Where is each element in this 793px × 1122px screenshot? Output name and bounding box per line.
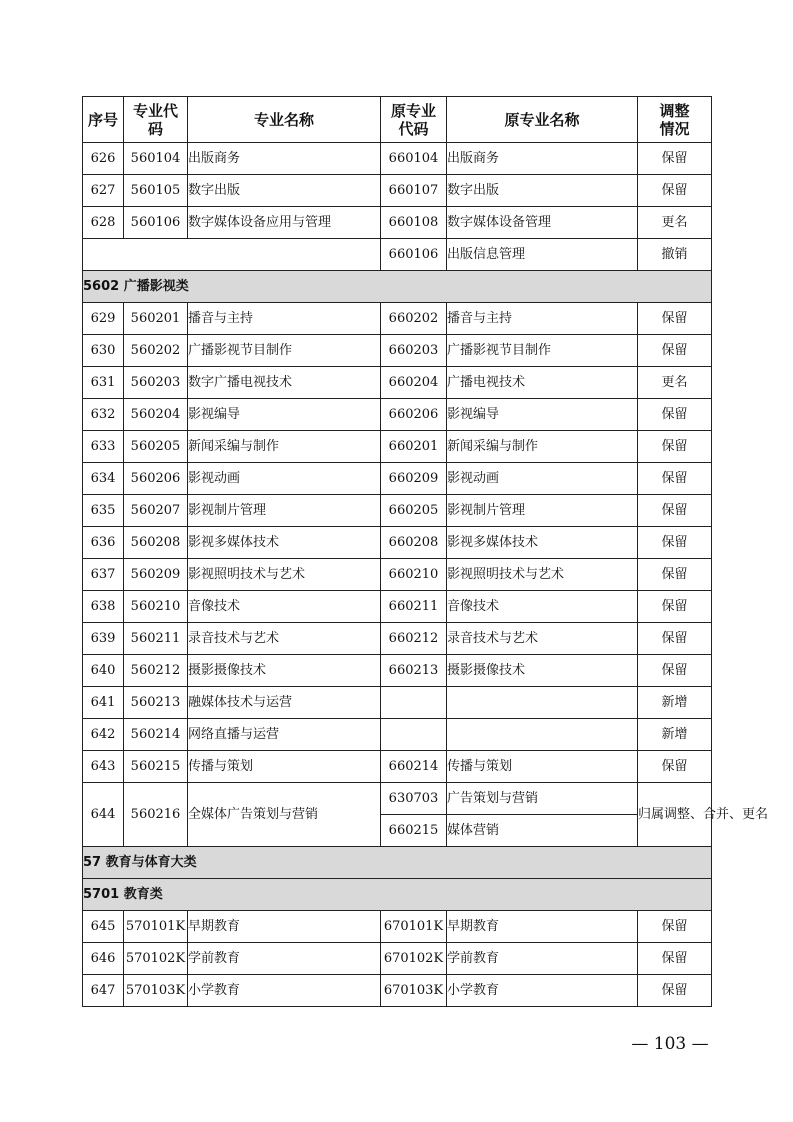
cell-seq: 637 bbox=[83, 559, 124, 591]
table-row-cancelled bbox=[83, 239, 712, 271]
cell-code: 560215 bbox=[124, 751, 188, 783]
cell-seq: 634 bbox=[83, 463, 124, 495]
cell-orig-name: 出版信息管理 bbox=[447, 239, 638, 271]
cell-code: 560105 bbox=[124, 175, 188, 207]
cell-adjust: 新增 bbox=[638, 719, 712, 751]
cell-orig-name: 音像技术 bbox=[447, 591, 638, 623]
table-row bbox=[83, 975, 712, 1007]
header-adjust: 调整情况 bbox=[638, 97, 712, 143]
cell-seq: 645 bbox=[83, 911, 124, 943]
cell-orig-code: 660107 bbox=[381, 175, 447, 207]
cell-orig-name: 影视动画 bbox=[447, 463, 638, 495]
cell-name: 录音技术与艺术 bbox=[188, 623, 381, 655]
table-row bbox=[83, 367, 712, 399]
table-row bbox=[83, 623, 712, 655]
header-row bbox=[83, 97, 712, 143]
rows2-body bbox=[83, 303, 712, 783]
cell-orig-code: 670103K bbox=[381, 975, 447, 1007]
cell-adjust: 保留 bbox=[638, 303, 712, 335]
cell-adjust: 保留 bbox=[638, 911, 712, 943]
header-name: 专业名称 bbox=[188, 97, 381, 143]
cell-orig-code: 660108 bbox=[381, 207, 447, 239]
cell-orig-name bbox=[447, 719, 638, 751]
cell-orig-code: 660208 bbox=[381, 527, 447, 559]
cell-code: 560202 bbox=[124, 335, 188, 367]
cell-seq: 631 bbox=[83, 367, 124, 399]
cell-orig-name: 广播影视节目制作 bbox=[447, 335, 638, 367]
cell-seq: 641 bbox=[83, 687, 124, 719]
cell-adjust: 保留 bbox=[638, 495, 712, 527]
cell-name: 广播影视节目制作 bbox=[188, 335, 381, 367]
cell-seq: 646 bbox=[83, 943, 124, 975]
cell-orig-code: 660213 bbox=[381, 655, 447, 687]
cell-orig-name: 影视照明技术与艺术 bbox=[447, 559, 638, 591]
cell-seq: 632 bbox=[83, 399, 124, 431]
cell-orig-code: 660215 bbox=[381, 815, 447, 847]
cell-code: 560208 bbox=[124, 527, 188, 559]
table-row bbox=[83, 559, 712, 591]
cell-name: 小学教育 bbox=[188, 975, 381, 1007]
cell-orig-name: 传播与策划 bbox=[447, 751, 638, 783]
cell-name: 出版商务 bbox=[188, 143, 381, 175]
cell-name: 数字广播电视技术 bbox=[188, 367, 381, 399]
cell-seq: 644 bbox=[83, 783, 124, 847]
table-row bbox=[83, 943, 712, 975]
cell-orig-code bbox=[381, 719, 447, 751]
cell-adjust: 保留 bbox=[638, 431, 712, 463]
cell-name: 播音与主持 bbox=[188, 303, 381, 335]
cell-orig-code: 660206 bbox=[381, 399, 447, 431]
cell-seq: 628 bbox=[83, 207, 124, 239]
cell-name: 音像技术 bbox=[188, 591, 381, 623]
cell-orig-code: 660204 bbox=[381, 367, 447, 399]
cell-name: 数字出版 bbox=[188, 175, 381, 207]
cell-name: 传播与策划 bbox=[188, 751, 381, 783]
table-row bbox=[83, 687, 712, 719]
table-row bbox=[83, 655, 712, 687]
cell-name: 融媒体技术与运营 bbox=[188, 687, 381, 719]
cell-orig-name: 录音技术与艺术 bbox=[447, 623, 638, 655]
cell-orig-name: 影视多媒体技术 bbox=[447, 527, 638, 559]
cell-code: 570102K bbox=[124, 943, 188, 975]
section-heading-5602: 5602 广播影视类 bbox=[83, 271, 712, 303]
cell-orig-name: 学前教育 bbox=[447, 943, 638, 975]
cell-name: 影视编导 bbox=[188, 399, 381, 431]
table-row bbox=[83, 399, 712, 431]
cell-orig-name: 广播电视技术 bbox=[447, 367, 638, 399]
cell-code: 560203 bbox=[124, 367, 188, 399]
table-row bbox=[83, 751, 712, 783]
cell-seq: 640 bbox=[83, 655, 124, 687]
cell-adjust: 保留 bbox=[638, 463, 712, 495]
table-row bbox=[83, 527, 712, 559]
cell-seq: 647 bbox=[83, 975, 124, 1007]
cell-adjust: 新增 bbox=[638, 687, 712, 719]
cell-seq: 630 bbox=[83, 335, 124, 367]
header-orig-code: 原专业代码 bbox=[381, 97, 447, 143]
cell-code: 560216 bbox=[124, 783, 188, 847]
cell-orig-name: 早期教育 bbox=[447, 911, 638, 943]
table-row-merge bbox=[83, 783, 712, 815]
cell-seq: 636 bbox=[83, 527, 124, 559]
table-row bbox=[83, 719, 712, 751]
cell-code: 560213 bbox=[124, 687, 188, 719]
table-row bbox=[83, 591, 712, 623]
cell-adjust: 保留 bbox=[638, 591, 712, 623]
cell-orig-name: 摄影摄像技术 bbox=[447, 655, 638, 687]
cell-seq: 643 bbox=[83, 751, 124, 783]
cell-adjust: 保留 bbox=[638, 335, 712, 367]
cell-orig-code bbox=[381, 687, 447, 719]
cell-orig-name: 数字媒体设备管理 bbox=[447, 207, 638, 239]
cell-orig-code: 660212 bbox=[381, 623, 447, 655]
table-row bbox=[83, 335, 712, 367]
cell-orig-code: 630703 bbox=[381, 783, 447, 815]
cell-orig-code: 670102K bbox=[381, 943, 447, 975]
cell-adjust: 保留 bbox=[638, 943, 712, 975]
cell-orig-name: 新闻采编与制作 bbox=[447, 431, 638, 463]
cell-seq: 638 bbox=[83, 591, 124, 623]
cell-code: 560212 bbox=[124, 655, 188, 687]
cell-code: 560210 bbox=[124, 591, 188, 623]
cell-adjust: 保留 bbox=[638, 975, 712, 1007]
cell-orig-code: 660201 bbox=[381, 431, 447, 463]
table-row bbox=[83, 303, 712, 335]
cell-orig-name: 播音与主持 bbox=[447, 303, 638, 335]
cell-orig-code: 660210 bbox=[381, 559, 447, 591]
cell-code: 560104 bbox=[124, 143, 188, 175]
table-row bbox=[83, 207, 712, 239]
cell-name: 数字媒体设备应用与管理 bbox=[188, 207, 381, 239]
cell-code: 560201 bbox=[124, 303, 188, 335]
cell-seq: 627 bbox=[83, 175, 124, 207]
cell-code: 560209 bbox=[124, 559, 188, 591]
cell-seq: 633 bbox=[83, 431, 124, 463]
cell-orig-code: 660209 bbox=[381, 463, 447, 495]
table-row bbox=[83, 175, 712, 207]
cell-adjust: 归属调整、合并、更名 bbox=[638, 783, 712, 847]
page-number: — 103 — bbox=[631, 1034, 709, 1054]
cell-code: 570103K bbox=[124, 975, 188, 1007]
table-row bbox=[83, 911, 712, 943]
cell-orig-name: 出版商务 bbox=[447, 143, 638, 175]
table-row bbox=[83, 431, 712, 463]
cell-name: 新闻采编与制作 bbox=[188, 431, 381, 463]
cell-adjust: 保留 bbox=[638, 175, 712, 207]
rows3-body bbox=[83, 911, 712, 1007]
cell-name: 影视多媒体技术 bbox=[188, 527, 381, 559]
cell-orig-name: 数字出版 bbox=[447, 175, 638, 207]
section-heading-5701: 5701 教育类 bbox=[83, 879, 712, 911]
header-orig-name: 原专业名称 bbox=[447, 97, 638, 143]
cell-empty bbox=[83, 239, 381, 271]
cell-name: 早期教育 bbox=[188, 911, 381, 943]
cell-adjust: 更名 bbox=[638, 367, 712, 399]
cell-name: 影视照明技术与艺术 bbox=[188, 559, 381, 591]
section-row bbox=[83, 271, 712, 303]
cell-code: 560214 bbox=[124, 719, 188, 751]
cell-name: 影视制片管理 bbox=[188, 495, 381, 527]
cell-adjust: 保留 bbox=[638, 623, 712, 655]
cell-code: 570101K bbox=[124, 911, 188, 943]
cell-code: 560206 bbox=[124, 463, 188, 495]
cell-name: 摄影摄像技术 bbox=[188, 655, 381, 687]
cell-orig-code: 660104 bbox=[381, 143, 447, 175]
cell-orig-code: 660211 bbox=[381, 591, 447, 623]
cell-code: 560205 bbox=[124, 431, 188, 463]
cell-name: 网络直播与运营 bbox=[188, 719, 381, 751]
cell-name: 学前教育 bbox=[188, 943, 381, 975]
cell-adjust: 更名 bbox=[638, 207, 712, 239]
majors-table bbox=[82, 96, 769, 1007]
table-row bbox=[83, 463, 712, 495]
table-row bbox=[83, 495, 712, 527]
cell-code: 560204 bbox=[124, 399, 188, 431]
table-row bbox=[83, 143, 712, 175]
cell-orig-name: 影视制片管理 bbox=[447, 495, 638, 527]
cell-name: 全媒体广告策划与营销 bbox=[188, 783, 381, 847]
cell-orig-code: 660205 bbox=[381, 495, 447, 527]
cell-orig-name: 广告策划与营销 bbox=[447, 783, 638, 815]
cell-adjust: 保留 bbox=[638, 751, 712, 783]
cell-name: 影视动画 bbox=[188, 463, 381, 495]
cell-orig-code: 660202 bbox=[381, 303, 447, 335]
section-row bbox=[83, 879, 712, 911]
cell-orig-name bbox=[447, 687, 638, 719]
cell-orig-name: 影视编导 bbox=[447, 399, 638, 431]
header-seq: 序号 bbox=[83, 97, 124, 143]
cell-seq: 642 bbox=[83, 719, 124, 751]
cell-seq: 629 bbox=[83, 303, 124, 335]
cell-seq: 635 bbox=[83, 495, 124, 527]
cell-adjust: 撤销 bbox=[638, 239, 712, 271]
cell-orig-code: 660214 bbox=[381, 751, 447, 783]
cell-adjust: 保留 bbox=[638, 655, 712, 687]
cell-orig-code: 660203 bbox=[381, 335, 447, 367]
category-row bbox=[83, 847, 712, 879]
category-heading-57: 57 教育与体育大类 bbox=[83, 847, 712, 879]
cell-code: 560106 bbox=[124, 207, 188, 239]
cell-adjust: 保留 bbox=[638, 399, 712, 431]
cell-adjust: 保留 bbox=[638, 143, 712, 175]
cell-adjust: 保留 bbox=[638, 527, 712, 559]
cell-orig-code: 660106 bbox=[381, 239, 447, 271]
cell-orig-code: 670101K bbox=[381, 911, 447, 943]
cell-seq: 626 bbox=[83, 143, 124, 175]
cell-orig-name: 小学教育 bbox=[447, 975, 638, 1007]
cell-code: 560207 bbox=[124, 495, 188, 527]
cell-adjust: 保留 bbox=[638, 559, 712, 591]
cell-code: 560211 bbox=[124, 623, 188, 655]
header-code: 专业代码 bbox=[124, 97, 188, 143]
cell-orig-name: 媒体营销 bbox=[447, 815, 638, 847]
cell-seq: 639 bbox=[83, 623, 124, 655]
